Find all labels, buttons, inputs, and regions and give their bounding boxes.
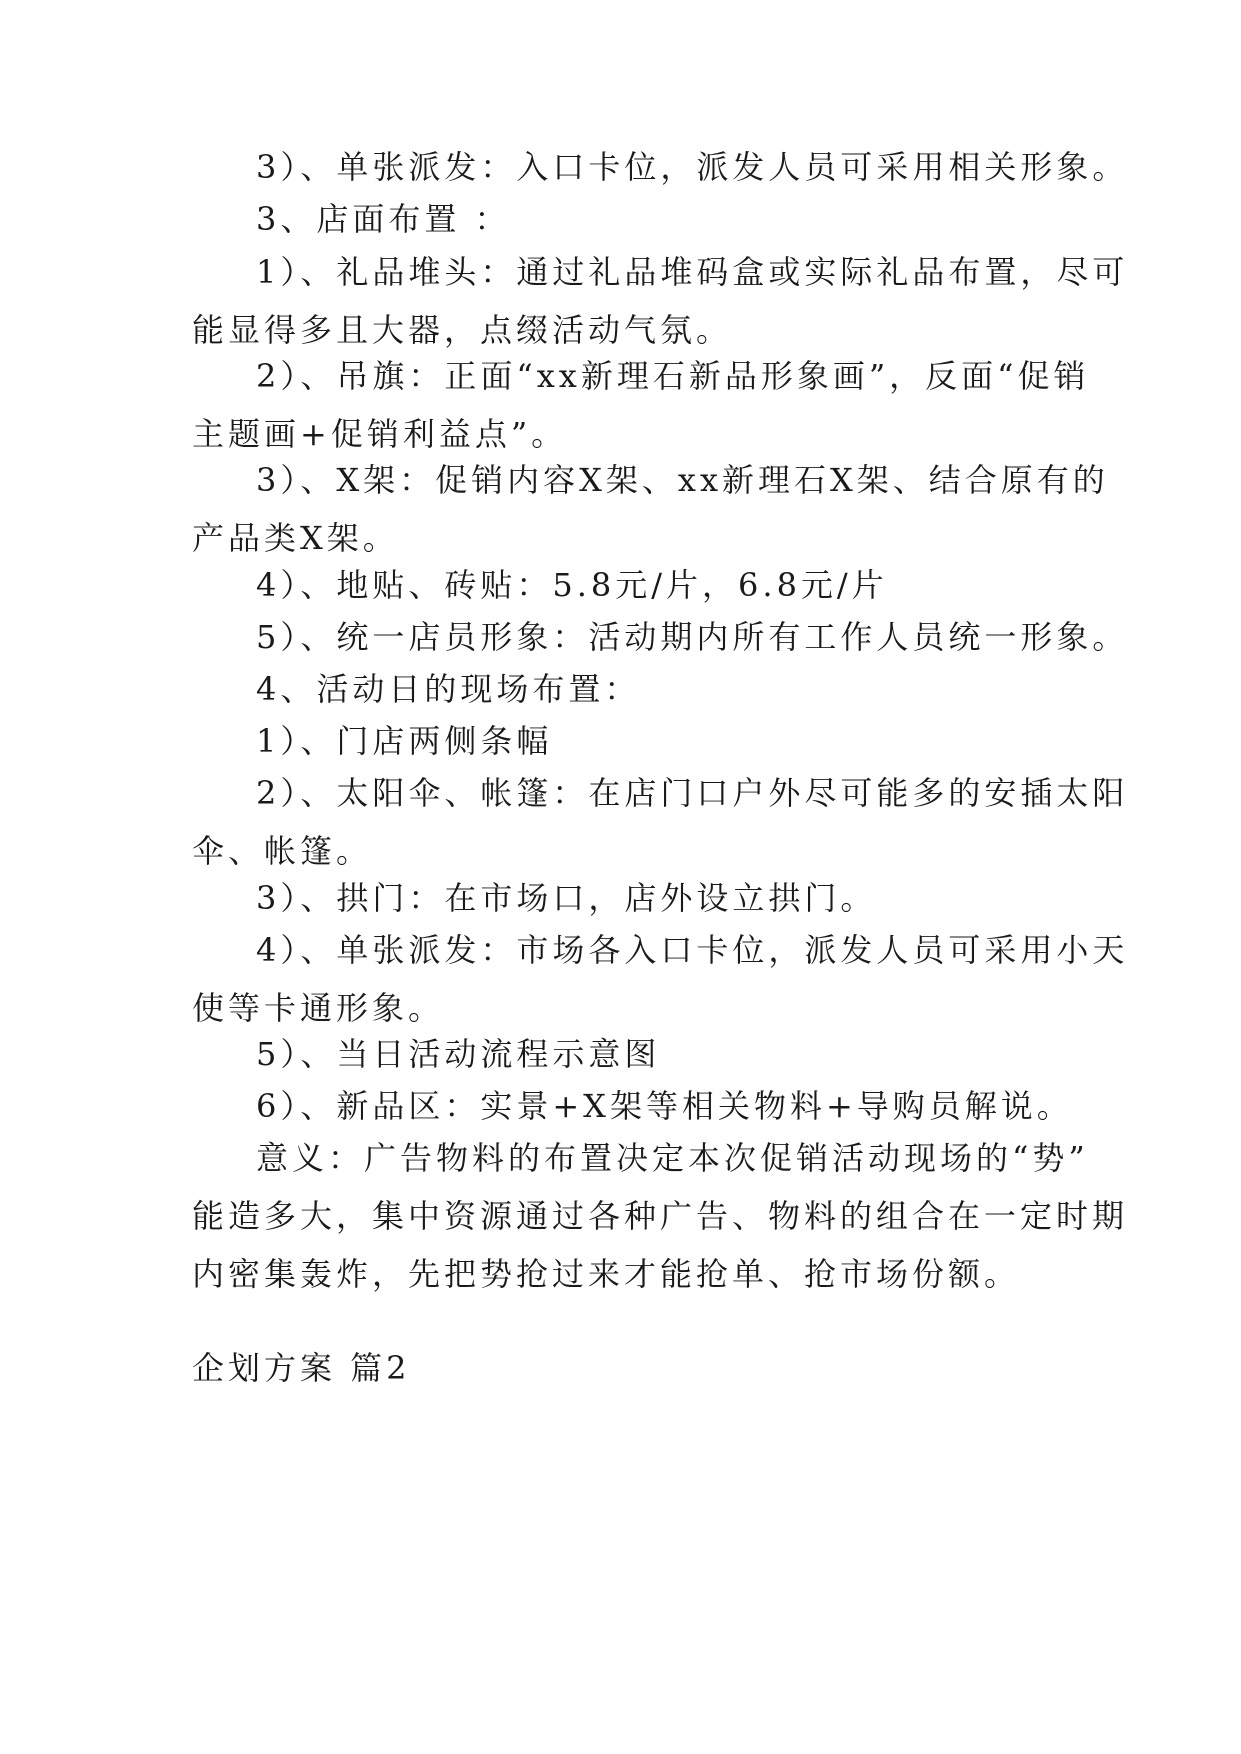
paragraph-line: 2）、太阳伞、帐篷：在店门口户外尽可能多的安插太阳 — [256, 774, 1129, 812]
paragraph — [192, 608, 1128, 666]
paragraph-line: 主题画+促销利益点”。 — [192, 415, 568, 453]
paragraph — [192, 1025, 660, 1083]
paragraph — [192, 243, 1128, 359]
paragraph-line: 伞、帐篷。 — [192, 832, 373, 870]
paragraph — [192, 451, 1109, 567]
paragraph — [192, 921, 1128, 1037]
paragraph — [192, 556, 888, 614]
paragraph-line: 内密集轰炸，先把势抢过来才能抢单、抢市场份额。 — [192, 1255, 1021, 1293]
paragraph-line: 5）、统一店员形象：活动期内所有工作人员统一形象。 — [256, 618, 1129, 656]
paragraph-line: 意义：广告物料的布置决定本次促销活动现场的“势” — [256, 1139, 1089, 1177]
paragraph-line: 4、活动日的现场布置： — [256, 670, 641, 708]
paragraph-line: 能显得多且大器，点缀活动气氛。 — [192, 311, 733, 349]
paragraph-line: 3）、X架：促销内容X架、xx新理石X架、结合原有的 — [256, 461, 1109, 499]
paragraph — [192, 869, 876, 927]
paragraph-line: 2）、吊旗：正面“xx新理石新品形象画”，反面“促销 — [256, 357, 1090, 395]
paragraph-line: 4）、单张派发：市场各入口卡位，派发人员可采用小天 — [256, 931, 1129, 969]
paragraph-line: 使等卡通形象。 — [192, 989, 445, 1027]
paragraph — [192, 138, 1128, 196]
paragraph-line: 4）、地贴、砖贴：5.8元/片，6.8元/片 — [256, 566, 888, 604]
paragraph-line: 3）、单张派发：入口卡位，派发人员可采用相关形象。 — [256, 148, 1129, 186]
paragraph — [192, 1077, 1073, 1135]
paragraph — [192, 712, 552, 770]
paragraph — [192, 1129, 1128, 1303]
paragraph-line: 1）、礼品堆头：通过礼品堆码盒或实际礼品布置，尽可 — [256, 253, 1129, 291]
paragraph — [192, 347, 1090, 463]
paragraph-line: 3、店面布置 ： — [256, 200, 511, 238]
section-heading: 企划方案 篇2 — [192, 1349, 411, 1387]
paragraph-line: 能造多大，集中资源通过各种广告、物料的组合在一定时期 — [192, 1197, 1129, 1235]
paragraph-line: 1）、门店两侧条幅 — [256, 722, 553, 760]
paragraph — [192, 660, 640, 718]
paragraph-line: 3）、拱门：在市场口，店外设立拱门。 — [256, 879, 877, 917]
paragraph-line: 产品类X架。 — [192, 519, 399, 557]
paragraph-line: 5）、当日活动流程示意图 — [256, 1035, 661, 1073]
paragraph-line: 6）、新品区：实景+X架等相关物料+导购员解说。 — [256, 1087, 1073, 1125]
paragraph — [192, 764, 1128, 880]
paragraph — [192, 190, 511, 248]
